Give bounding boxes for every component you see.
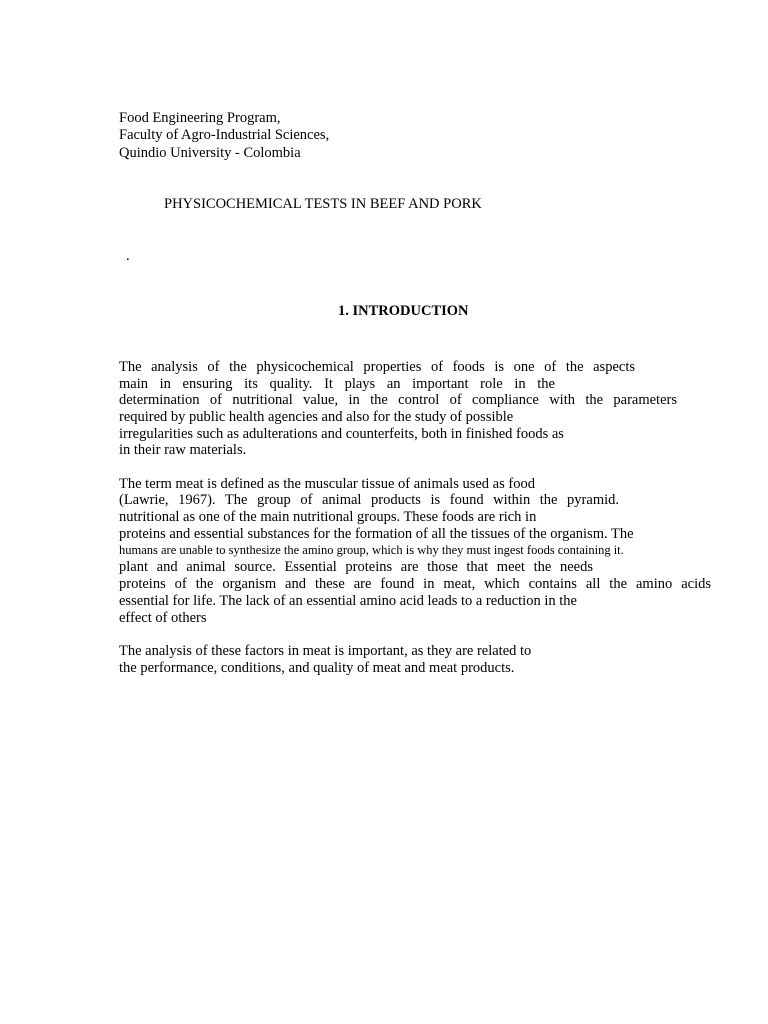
paragraph-line: proteins of the organism and these are found in meat, which contains all the amino acids bbox=[119, 576, 711, 592]
stray-mark: . bbox=[126, 248, 130, 264]
paragraph-line: The analysis of the physicochemical properties of foods is one of the aspects bbox=[119, 359, 635, 375]
paragraph-line: nutritional as one of the main nutritional groups. These foods are rich in bbox=[119, 509, 537, 525]
paragraph-line: proteins and essential substances for the formation of all the tissues of the organism. The bbox=[119, 526, 634, 542]
document-title: PHYSICOCHEMICAL TESTS IN BEEF AND PORK bbox=[164, 196, 482, 212]
paragraph-line: (Lawrie, 1967). The group of animal products is found within the pyramid. bbox=[119, 492, 619, 508]
university-line: Quindio University - Colombia bbox=[119, 145, 301, 161]
paragraph-line: determination of nutritional value, in the control of compliance with the parameters bbox=[119, 392, 677, 408]
paragraph-line: essential for life. The lack of an essential amino acid leads to a reduction in the bbox=[119, 593, 577, 609]
paragraph-line: humans are unable to synthesize the amino group, which is why they must ingest foods containing it. bbox=[119, 543, 624, 557]
program-line: Food Engineering Program, bbox=[119, 110, 281, 126]
paragraph-line: plant and animal source. Essential proteins are those that meet the needs bbox=[119, 559, 593, 575]
paragraph-line: required by public health agencies and also for the study of possible bbox=[119, 409, 514, 425]
paragraph-line: the performance, conditions, and quality of meat and meat products. bbox=[119, 660, 515, 676]
paragraph-line: irregularities such as adulterations and counterfeits, both in finished foods as bbox=[119, 426, 564, 442]
paragraph-line: main in ensuring its quality. It plays an important role in the bbox=[119, 376, 555, 392]
paragraph-line: effect of others bbox=[119, 610, 207, 626]
paragraph-line: in their raw materials. bbox=[119, 442, 247, 458]
faculty-line: Faculty of Agro-Industrial Sciences, bbox=[119, 127, 330, 143]
paragraph-line: The term meat is defined as the muscular tissue of animals used as food bbox=[119, 476, 535, 492]
section-heading: 1. INTRODUCTION bbox=[338, 303, 469, 319]
paragraph-line: The analysis of these factors in meat is important, as they are related to bbox=[119, 643, 532, 659]
